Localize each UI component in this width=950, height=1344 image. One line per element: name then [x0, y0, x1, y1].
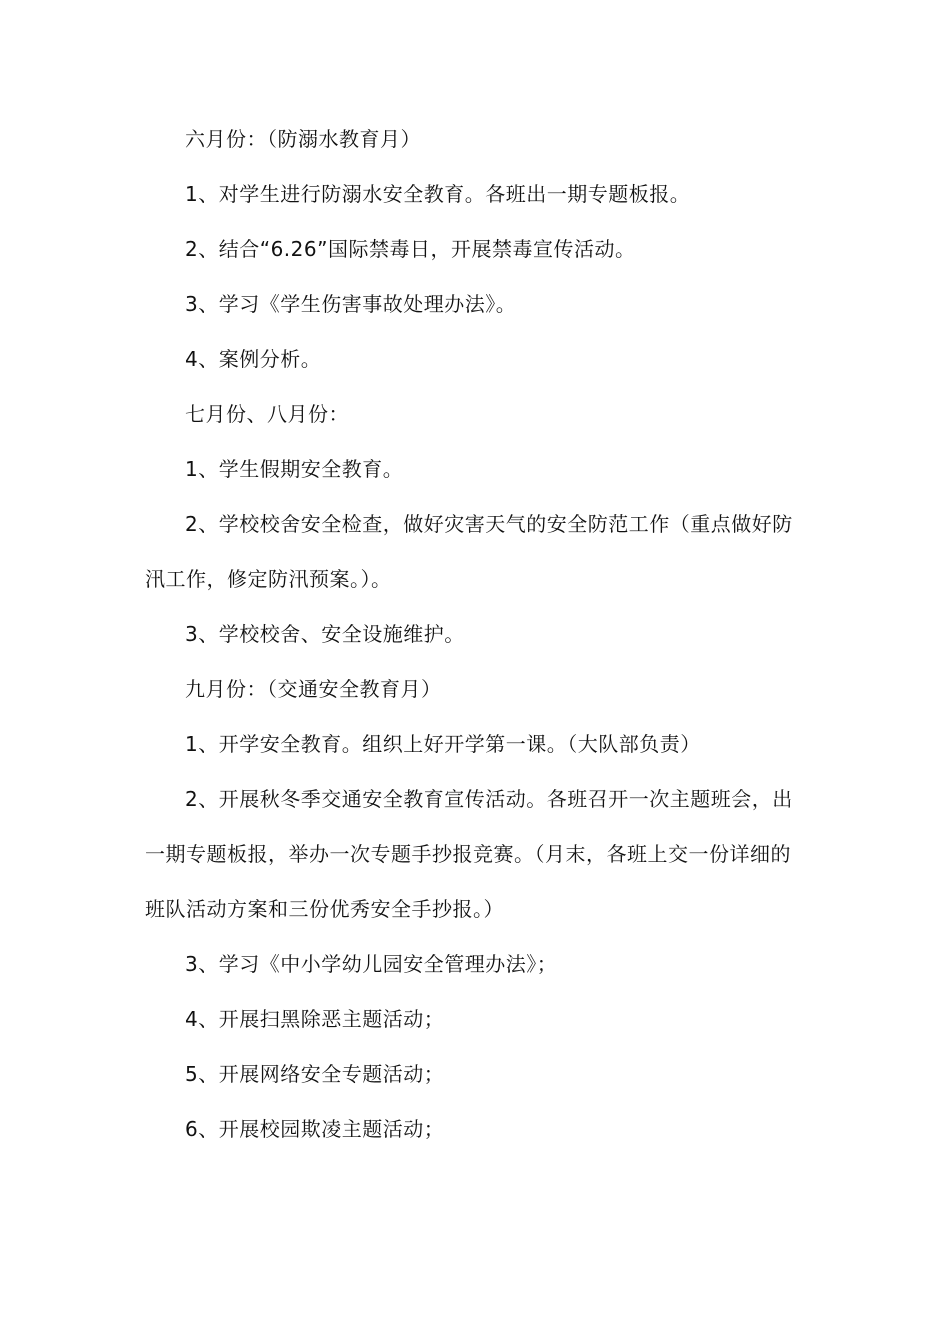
list-item: 2、学校校舍安全检查，做好灾害天气的安全防范工作（重点做好防汛工作，修定防汛预案。）。 [145, 512, 793, 591]
list-item: 2、结合“6.26”国际禁毒日，开展禁毒宣传活动。 [185, 237, 636, 261]
list-item: 6、开展校园欺凌主题活动； [185, 1117, 445, 1141]
list-item: 1、学生假期安全教育。 [185, 457, 404, 481]
list-item: 4、案例分析。 [185, 347, 322, 371]
list-item: 5、开展网络安全专题活动； [185, 1062, 445, 1086]
heading-september: 九月份：（交通安全教育月） [185, 677, 442, 701]
list-item: 2、开展秋冬季交通安全教育宣传活动。各班召开一次主题班会，出一期专题板报，举办一次专题手抄报竞赛。（月末，各班上交一份详细的班队活动方案和三份优秀安全手抄报。） [145, 787, 793, 921]
list-item: 4、开展扫黑除恶主题活动； [185, 1007, 445, 1031]
list-item: 3、学校校舍、安全设施维护。 [185, 622, 465, 646]
list-item: 1、对学生进行防溺水安全教育。各班出一期专题板报。 [185, 182, 691, 206]
heading-june: 六月份：（防溺水教育月） [185, 127, 421, 151]
list-item: 3、学习《中小学幼儿园安全管理办法》； [185, 952, 558, 976]
list-item: 1、开学安全教育。组织上好开学第一课。（大队部负责） [185, 732, 701, 756]
list-item: 3、学习《学生伤害事故处理办法》。 [185, 292, 517, 316]
heading-july-august: 七月份、八月份： [185, 402, 349, 426]
document-body [145, 112, 810, 1157]
